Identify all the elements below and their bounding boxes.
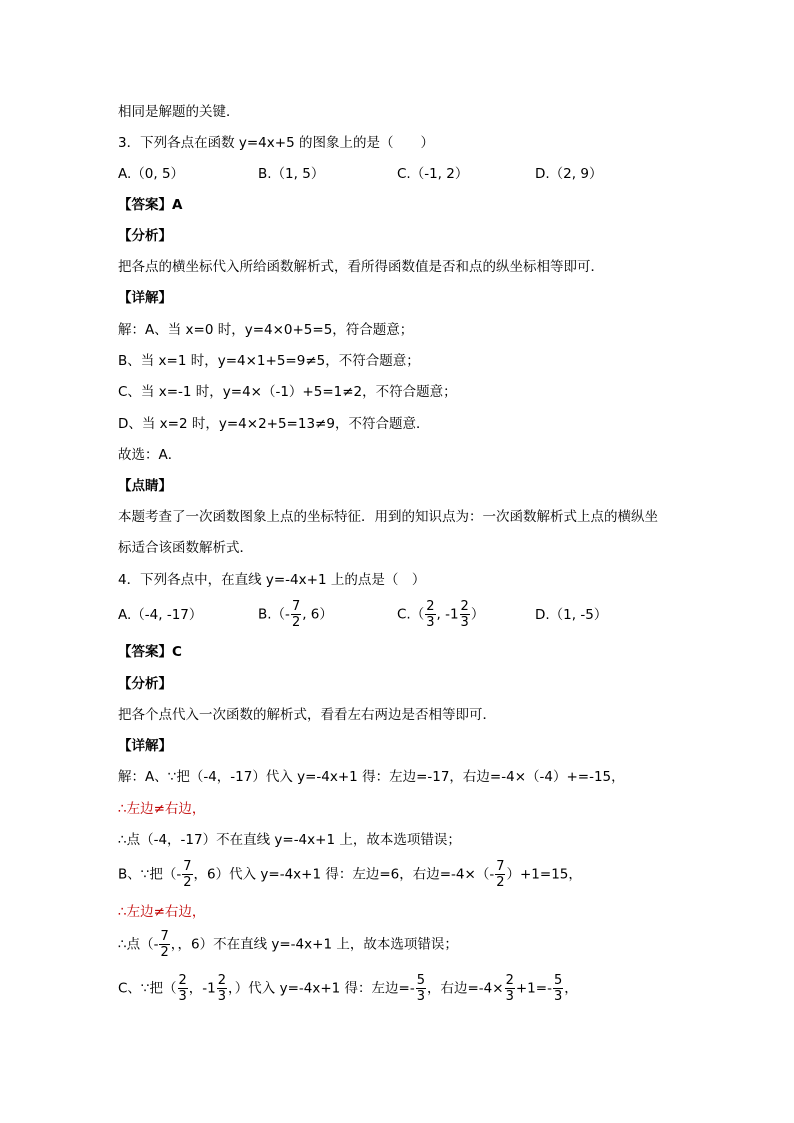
- fraction: [217, 974, 227, 1003]
- q4-option-b: [258, 600, 333, 629]
- q3-analysis-heading: 【分析】: [118, 228, 172, 244]
- q3-option-d: D.（2, 9）: [535, 166, 603, 182]
- fraction-denominator: 3: [178, 989, 187, 1004]
- q4-detail-b-mid: ，6）代入 y=-4x+1 得：左边=6，右边=-4×（-: [193, 866, 495, 883]
- q4-option-b-pre: B.（-: [258, 606, 290, 623]
- fraction-numerator: 2: [178, 973, 187, 988]
- fraction-denominator: 3: [505, 989, 514, 1004]
- q4-detail-c-pre: C、∵把（: [118, 980, 177, 997]
- fraction-numerator: 2: [426, 599, 435, 614]
- fraction-numerator: 2: [505, 973, 514, 988]
- text-line: 相同是解题的关键．: [118, 104, 240, 120]
- q4-detail-c-mid4: +1=-: [515, 980, 552, 997]
- q4-option-c-post: ）: [470, 606, 485, 623]
- q3-comment-heading: 【点睛】: [118, 478, 172, 494]
- fraction-denominator: 3: [416, 989, 425, 1004]
- fraction-denominator: 3: [553, 989, 563, 1004]
- question-3: 3．下列各点在函数 y=4x+5 的图象上的是（ ）: [118, 135, 434, 151]
- q4-detail-b-pre: B、∵把（-: [118, 866, 182, 883]
- fraction: [505, 974, 515, 1003]
- fraction-denominator: 2: [496, 875, 505, 890]
- fraction: [553, 974, 563, 1003]
- fraction-numerator: 5: [553, 973, 563, 988]
- q4-option-b-post: , 6）: [302, 606, 333, 623]
- fraction-numerator: 7: [183, 859, 192, 874]
- fraction-numerator: 7: [160, 929, 169, 944]
- q3-detail-a: 解：A、当 x=0 时，y=4×0+5=5，符合题意；: [118, 322, 414, 338]
- q4-option-d: D.（1, -5）: [535, 607, 608, 623]
- q4-detail-a-conclusion: ∴点（-4，-17）不在直线 y=-4x+1 上，故本选项错误；: [118, 832, 461, 848]
- fraction-numerator: 5: [416, 973, 425, 988]
- q4-detail-b-post: ）+1=15，: [506, 866, 582, 883]
- fraction-denominator: 3: [426, 615, 435, 630]
- q3-comment-1: 本题考查了一次函数图象上点的坐标特征．用到的知识点为：一次函数解析式上点的横纵坐: [118, 509, 658, 525]
- q3-option-c: C.（-1, 2）: [397, 166, 469, 182]
- q3-option-b: B.（1, 5）: [258, 166, 325, 182]
- fraction-numerator: 7: [496, 859, 505, 874]
- fraction: [495, 860, 505, 889]
- fraction: [425, 600, 435, 629]
- q4-answer: 【答案】C: [118, 644, 182, 660]
- q4-option-c: [397, 600, 484, 629]
- question-4: 4．下列各点中，在直线 y=-4x+1 上的点是（ ）: [118, 572, 426, 588]
- q4-detail-c-mid1: ，-1: [188, 980, 216, 997]
- q4-analysis: 把各个点代入一次函数的解析式，看看左右两边是否相等即可．: [118, 707, 496, 723]
- fraction: [416, 974, 426, 1003]
- q4-detail-b-conclusion-pre: ∴点（-: [118, 936, 159, 953]
- fraction: [291, 600, 301, 629]
- q3-detail-b: B、当 x=1 时，y=4×1+5=9≠5，不符合题意；: [118, 353, 420, 369]
- fraction-denominator: 3: [460, 615, 469, 630]
- fraction-numerator: 2: [460, 599, 469, 614]
- fraction-numerator: 2: [217, 973, 227, 988]
- q3-detail-d: D、当 x=2 时，y=4×2+5=13≠9，不符合题意．: [118, 416, 430, 432]
- q3-answer: 【答案】A: [118, 197, 183, 213]
- q3-choose: 故选：A．: [118, 447, 182, 463]
- q4-detail-a-neq: ∴左边≠右边，: [118, 801, 206, 817]
- fraction: [460, 600, 470, 629]
- fraction: [159, 930, 169, 959]
- fraction-denominator: 2: [183, 875, 192, 890]
- q4-detail-b-conclusion: [118, 930, 458, 959]
- q4-option-a: A.（-4, -17）: [118, 607, 203, 623]
- fraction-denominator: 3: [217, 989, 227, 1004]
- q3-detail-heading: 【详解】: [118, 290, 172, 306]
- q4-detail-c: [118, 974, 578, 1003]
- q4-detail-b-neq: ∴左边≠右边，: [118, 904, 206, 920]
- q3-comment-2: 标适合该函数解析式．: [118, 540, 253, 556]
- q4-analysis-heading: 【分析】: [118, 676, 172, 692]
- q4-detail-b-conclusion-post: ，，6）不在直线 y=-4x+1 上，故本选项错误；: [170, 936, 458, 953]
- q4-option-c-mid: , -1: [436, 606, 459, 623]
- q4-detail-c-post: ，: [564, 980, 578, 997]
- q4-detail-c-mid2: ，）代入 y=-4x+1 得：左边=-: [228, 980, 415, 997]
- fraction: [182, 860, 192, 889]
- fraction-denominator: 2: [160, 945, 169, 960]
- q4-option-c-pre: C.（: [397, 606, 425, 623]
- q3-option-a: A.（0, 5）: [118, 166, 185, 182]
- q4-detail-heading: 【详解】: [118, 738, 172, 754]
- q3-detail-c: C、当 x=-1 时，y=4×（-1）+5=1≠2，不符合题意；: [118, 384, 457, 400]
- fraction-denominator: 2: [291, 615, 301, 630]
- q4-detail-a: 解：A、∵把（-4，-17）代入 y=-4x+1 得：左边=-17，右边=-4×（-4）+=-15，: [118, 769, 625, 785]
- q3-analysis: 把各点的横坐标代入所给函数解析式，看所得函数值是否和点的纵坐标相等即可．: [118, 259, 604, 275]
- fraction-numerator: 7: [291, 599, 301, 614]
- q4-detail-b: [118, 860, 582, 889]
- q4-detail-c-mid3: ，右边=-4×: [427, 980, 504, 997]
- fraction: [178, 974, 188, 1003]
